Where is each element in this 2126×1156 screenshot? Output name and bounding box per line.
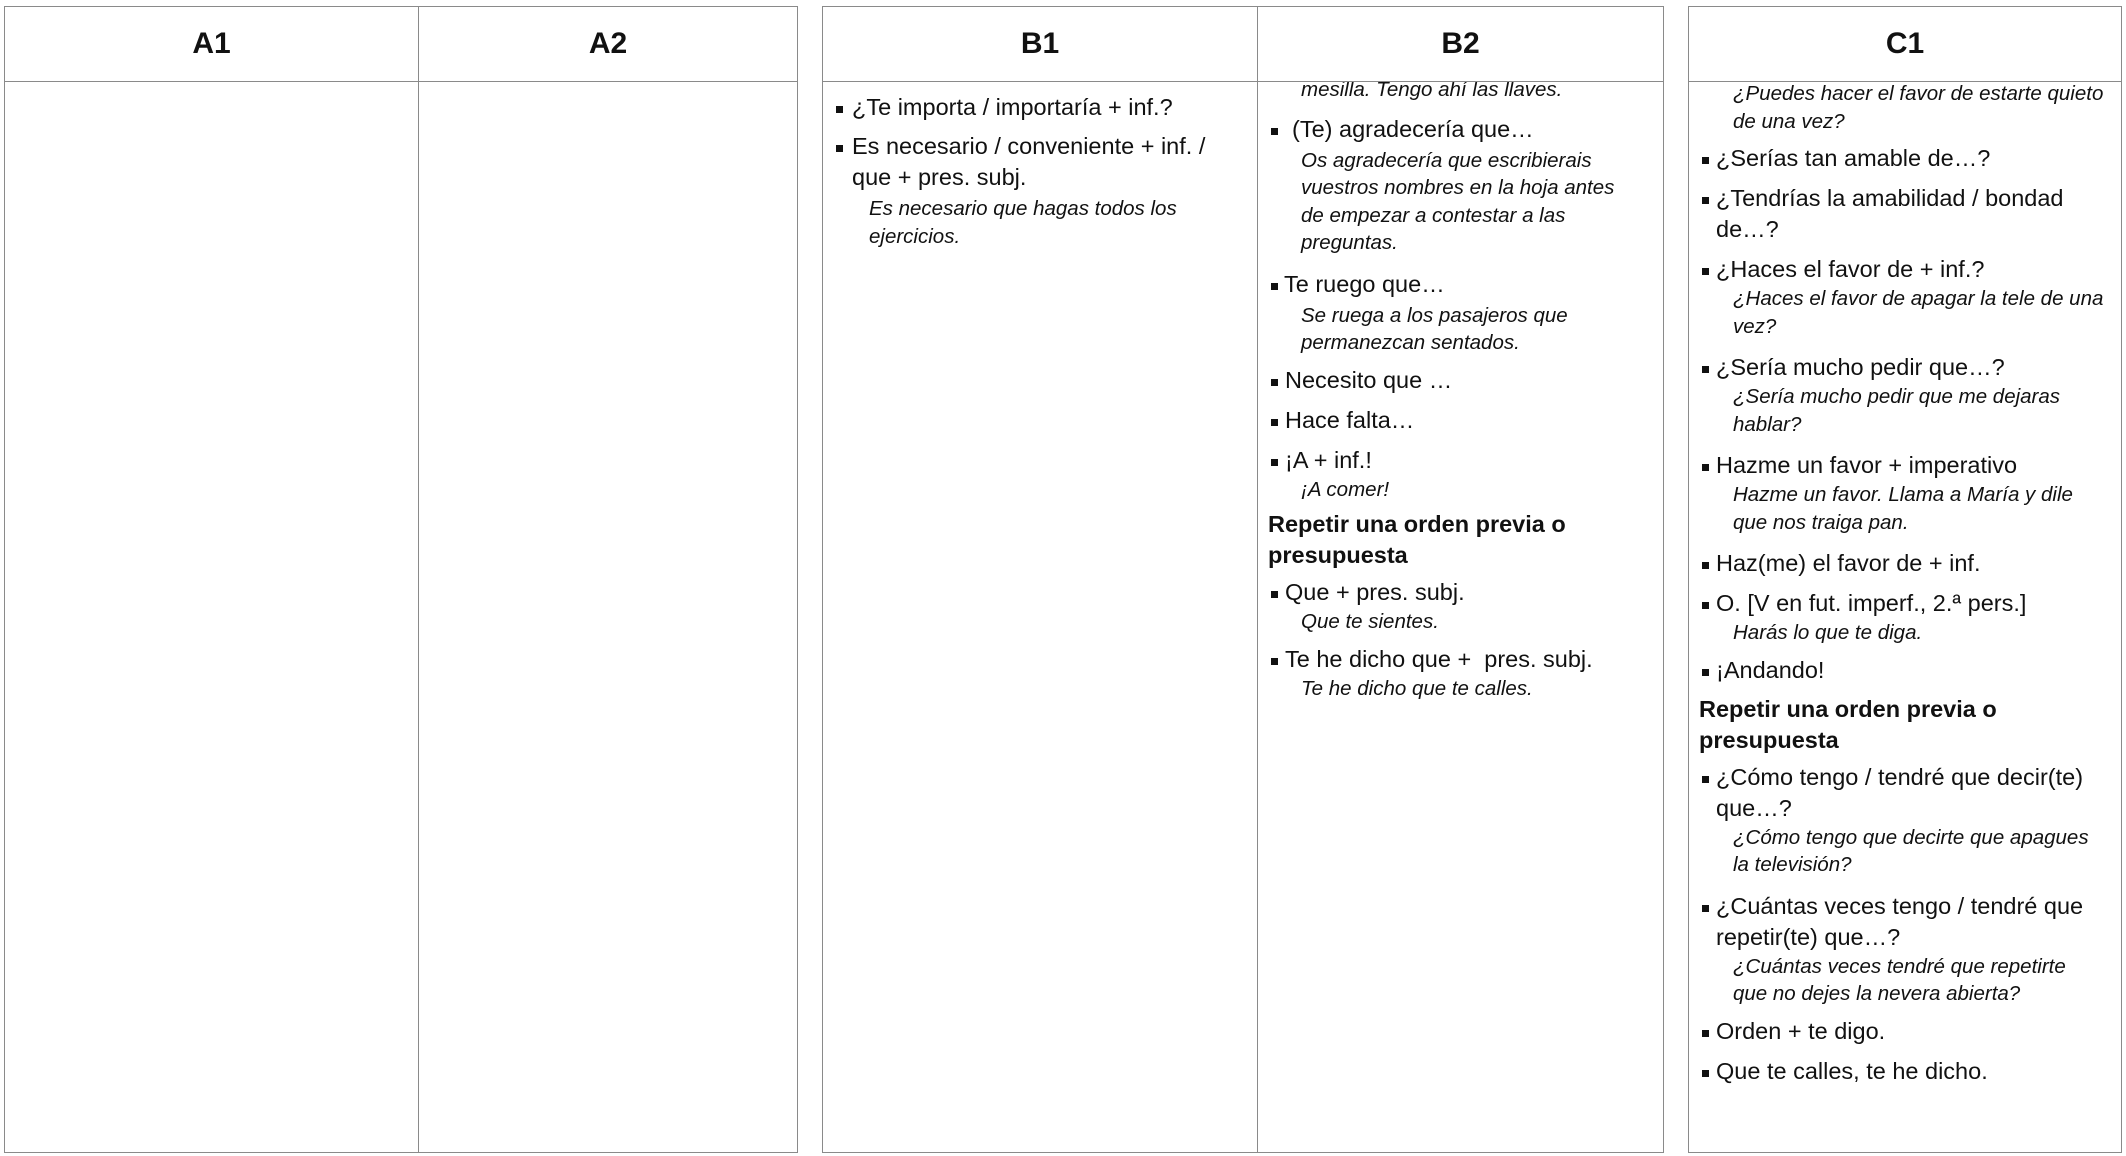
bullet-icon bbox=[1702, 669, 1709, 676]
item-text: O. [V en fut. imperf., 2.ª pers.] bbox=[1716, 590, 2027, 616]
bullet-icon bbox=[1702, 562, 1709, 569]
item-example: Se ruega a los pasajeros que permanezcan sentados. bbox=[1301, 303, 1568, 354]
bullet-icon bbox=[1702, 602, 1709, 609]
item-text: ¿Cómo tengo / tendré que decir(te) que…? bbox=[1716, 763, 2084, 821]
header-c1: C1 bbox=[1689, 7, 2121, 82]
section-heading: Repetir una orden previa o presupuesta bbox=[1699, 695, 1997, 753]
item-text: Hazme un favor + imperativo bbox=[1716, 452, 2018, 478]
column-a2 bbox=[418, 7, 797, 1152]
list-item bbox=[836, 92, 1237, 123]
item-text: ¿Te importa / importaría + inf.? bbox=[852, 94, 1173, 120]
bullet-icon bbox=[1271, 283, 1278, 290]
list-item bbox=[1268, 644, 1641, 703]
column-a1 bbox=[5, 7, 418, 1152]
table-b-levels bbox=[822, 6, 1664, 1153]
bullet-icon bbox=[1702, 1030, 1709, 1037]
list-item bbox=[836, 131, 1237, 250]
bullet-icon bbox=[1271, 658, 1278, 665]
column-c1 bbox=[1689, 7, 2121, 1152]
bullet-icon bbox=[1702, 905, 1709, 912]
bullet-icon bbox=[1702, 776, 1709, 783]
list-item bbox=[1268, 114, 1641, 257]
item-text: Te ruego que… bbox=[1284, 270, 1445, 297]
body-a1 bbox=[5, 82, 418, 1152]
table-c-level bbox=[1688, 6, 2122, 1153]
list-item bbox=[1699, 183, 2105, 245]
table-a-levels bbox=[4, 6, 798, 1153]
header-a2: A2 bbox=[419, 7, 797, 82]
body-b2 bbox=[1258, 82, 1663, 1152]
list-item bbox=[1699, 1016, 2105, 1047]
item-text: Te he dicho que + pres. subj. bbox=[1285, 645, 1593, 672]
continued-example: mesilla. Tengo ahí las llaves. bbox=[1301, 82, 1563, 101]
item-text: ¿Serías tan amable de…? bbox=[1716, 145, 1991, 171]
body-c1 bbox=[1689, 82, 2121, 1152]
column-b2 bbox=[1257, 7, 1663, 1152]
item-text: ¿Cuántas veces tengo / tendré que repetir(te) que…? bbox=[1716, 892, 2084, 950]
list-item bbox=[1699, 1056, 2105, 1087]
bullet-icon bbox=[1702, 366, 1709, 373]
item-example: Que te sientes. bbox=[1301, 610, 1439, 633]
item-text: (Te) agradecería que… bbox=[1292, 115, 1534, 142]
item-text: Que te calles, te he dicho. bbox=[1716, 1057, 1988, 1084]
item-text: Que + pres. subj. bbox=[1285, 579, 1465, 605]
bullet-icon bbox=[836, 145, 843, 152]
item-example: ¿Haces el favor de apagar la tele de una vez? bbox=[1733, 287, 2104, 338]
header-b2: B2 bbox=[1258, 7, 1663, 82]
item-text: ¿Tendrías la amabilidad / bondad de…? bbox=[1716, 185, 2064, 242]
item-text: ¿Sería mucho pedir que…? bbox=[1716, 354, 2005, 380]
bullet-icon bbox=[1271, 591, 1278, 598]
list-item bbox=[1699, 450, 2105, 536]
bullet-icon bbox=[1702, 464, 1709, 471]
item-example: Harás lo que te diga. bbox=[1733, 621, 1923, 644]
list-item bbox=[1699, 655, 2105, 686]
item-text: Necesito que … bbox=[1285, 366, 1453, 393]
bullet-icon bbox=[1702, 157, 1709, 164]
header-b1: B1 bbox=[823, 7, 1257, 82]
body-b1 bbox=[823, 82, 1257, 1152]
list-item bbox=[1268, 365, 1641, 396]
list-item bbox=[1699, 762, 2105, 879]
list-item bbox=[1699, 891, 2105, 1008]
item-example: ¿Cómo tengo que decirte que apagues la televisión? bbox=[1733, 825, 2089, 876]
item-example: Os agradecería que escribierais vuestros nombres en la hoja antes de empezar a contestar a las preguntas. bbox=[1301, 148, 1615, 254]
body-a2 bbox=[419, 82, 797, 1152]
item-example: ¡A comer! bbox=[1301, 477, 1390, 501]
item-text: Es necesario / conveniente + inf. / que + pres. subj. bbox=[852, 133, 1206, 190]
item-text: Hace falta… bbox=[1285, 406, 1415, 433]
list-item bbox=[1699, 588, 2105, 647]
bullet-icon bbox=[1271, 128, 1278, 135]
item-text: Haz(me) el favor de + inf. bbox=[1716, 550, 1981, 576]
item-example: ¿Sería mucho pedir que me dejaras hablar? bbox=[1733, 385, 2061, 436]
header-a1: A1 bbox=[5, 7, 418, 82]
list-item bbox=[1268, 269, 1641, 357]
bullet-icon bbox=[1271, 419, 1278, 426]
bullet-icon bbox=[1702, 268, 1709, 275]
item-example: Te he dicho que te calles. bbox=[1301, 676, 1533, 700]
bullet-icon bbox=[1702, 197, 1709, 204]
column-b1 bbox=[823, 7, 1257, 1152]
item-example: Hazme un favor. Llama a María y dile que nos traiga pan. bbox=[1733, 483, 2073, 534]
item-text: ¿Haces el favor de + inf.? bbox=[1716, 256, 1985, 282]
list-item bbox=[1699, 548, 2105, 579]
item-text: Orden + te digo. bbox=[1716, 1017, 1886, 1044]
section-heading: Repetir una orden previa o presupuesta bbox=[1268, 511, 1566, 568]
list-item bbox=[1268, 445, 1641, 504]
list-item bbox=[1268, 577, 1641, 636]
item-text: ¡Andando! bbox=[1716, 656, 1825, 683]
bullet-icon bbox=[836, 106, 843, 113]
bullet-icon bbox=[1271, 459, 1278, 466]
bullet-icon bbox=[1702, 1070, 1709, 1077]
item-text: ¡A + inf.! bbox=[1285, 446, 1372, 473]
list-item bbox=[1699, 143, 2105, 174]
item-example: Es necesario que hagas todos los ejercicios. bbox=[869, 197, 1177, 248]
list-item bbox=[1699, 352, 2105, 438]
bullet-icon bbox=[1271, 379, 1278, 386]
list-item bbox=[1699, 254, 2105, 340]
continued-example: ¿Puedes hacer el favor de estarte quieto de una vez? bbox=[1733, 82, 2104, 133]
item-example: ¿Cuántas veces tendré que repetirte que no dejes la nevera abierta? bbox=[1733, 954, 2066, 1005]
list-item bbox=[1268, 405, 1641, 436]
